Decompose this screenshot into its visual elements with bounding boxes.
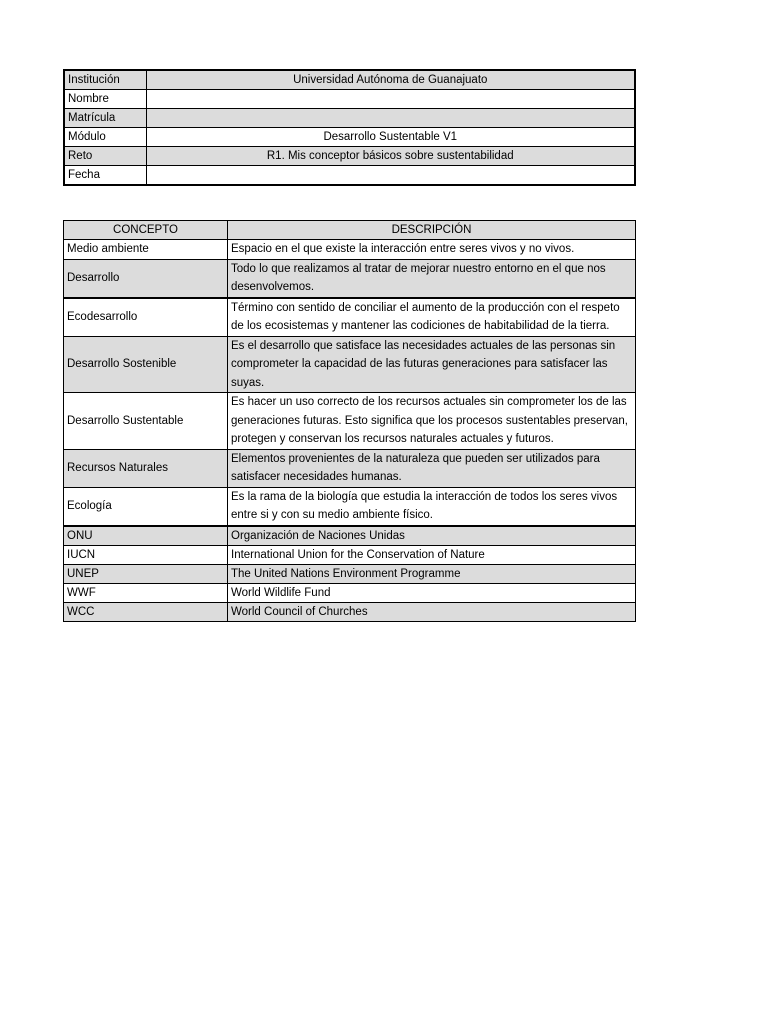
info-value[interactable] bbox=[146, 166, 635, 186]
concept-header-row bbox=[64, 221, 636, 240]
info-row-fecha bbox=[64, 166, 635, 186]
info-label: Fecha bbox=[64, 166, 146, 186]
info-row-matricula bbox=[64, 109, 635, 128]
description-cell: The United Nations Environment Programme bbox=[228, 564, 636, 583]
table-row bbox=[64, 298, 636, 337]
info-label: Reto bbox=[64, 147, 146, 166]
concept-cell: WCC bbox=[64, 602, 228, 621]
info-value[interactable] bbox=[146, 109, 635, 128]
table-row bbox=[64, 564, 636, 583]
description-cell: Organización de Naciones Unidas bbox=[228, 526, 636, 546]
table-row bbox=[64, 602, 636, 621]
table-row bbox=[64, 259, 636, 298]
info-value[interactable]: R1. Mis conceptor básicos sobre sustentabilidad bbox=[146, 147, 635, 166]
info-value[interactable]: Universidad Autónoma de Guanajuato bbox=[146, 70, 635, 90]
concept-cell: Desarrollo Sostenible bbox=[64, 336, 228, 393]
concept-cell: UNEP bbox=[64, 564, 228, 583]
description-cell: Es hacer un uso correcto de los recursos actuales sin comprometer los de las generaciones futuras. Esto significa que los procesos sustentables preservan, protegen y conservan los recursos naturales actuales y futuros. bbox=[228, 393, 636, 450]
description-cell: Espacio en el que existe la interacción entre seres vivos y no vivos. bbox=[228, 240, 636, 260]
table-row bbox=[64, 240, 636, 260]
info-row-nombre bbox=[64, 90, 635, 109]
info-label: Institución bbox=[64, 70, 146, 90]
table-row bbox=[64, 449, 636, 487]
info-table bbox=[63, 69, 636, 186]
info-row-institucion bbox=[64, 70, 635, 90]
info-row-modulo bbox=[64, 128, 635, 147]
info-label: Módulo bbox=[64, 128, 146, 147]
description-cell: World Wildlife Fund bbox=[228, 583, 636, 602]
concept-table bbox=[63, 220, 636, 622]
concept-header: CONCEPTO bbox=[64, 221, 228, 240]
concept-cell: Recursos Naturales bbox=[64, 449, 228, 487]
concept-cell: Desarrollo Sustentable bbox=[64, 393, 228, 450]
concept-cell: ONU bbox=[64, 526, 228, 546]
description-cell: Es el desarrollo que satisface las necesidades actuales de las personas sin comprometer la capacidad de las futuras generaciones para satisfacer las suyas. bbox=[228, 336, 636, 393]
table-row bbox=[64, 336, 636, 393]
concept-cell: Medio ambiente bbox=[64, 240, 228, 260]
concept-cell: Desarrollo bbox=[64, 259, 228, 298]
info-value[interactable] bbox=[146, 90, 635, 109]
table-row bbox=[64, 487, 636, 526]
description-cell: Término con sentido de conciliar el aumento de la producción con el respeto de los ecosistemas y mantener las codiciones de habitabilidad de la tierra. bbox=[228, 298, 636, 337]
info-label: Nombre bbox=[64, 90, 146, 109]
concept-cell: Ecología bbox=[64, 487, 228, 526]
info-label: Matrícula bbox=[64, 109, 146, 128]
table-row bbox=[64, 545, 636, 564]
info-value[interactable]: Desarrollo Sustentable V1 bbox=[146, 128, 635, 147]
description-cell: Todo lo que realizamos al tratar de mejorar nuestro entorno en el que nos desenvolvemos. bbox=[228, 259, 636, 298]
description-cell: International Union for the Conservation of Nature bbox=[228, 545, 636, 564]
description-cell: Elementos provenientes de la naturaleza que pueden ser utilizados para satisfacer necesidades humanas. bbox=[228, 449, 636, 487]
table-row bbox=[64, 583, 636, 602]
info-row-reto bbox=[64, 147, 635, 166]
description-cell: World Council of Churches bbox=[228, 602, 636, 621]
concept-cell: IUCN bbox=[64, 545, 228, 564]
description-cell: Es la rama de la biología que estudia la interacción de todos los seres vivos entre si y con su medio ambiente físico. bbox=[228, 487, 636, 526]
concept-cell: Ecodesarrollo bbox=[64, 298, 228, 337]
concept-cell: WWF bbox=[64, 583, 228, 602]
table-row bbox=[64, 526, 636, 546]
table-row bbox=[64, 393, 636, 450]
description-header: DESCRIPCIÓN bbox=[228, 221, 636, 240]
